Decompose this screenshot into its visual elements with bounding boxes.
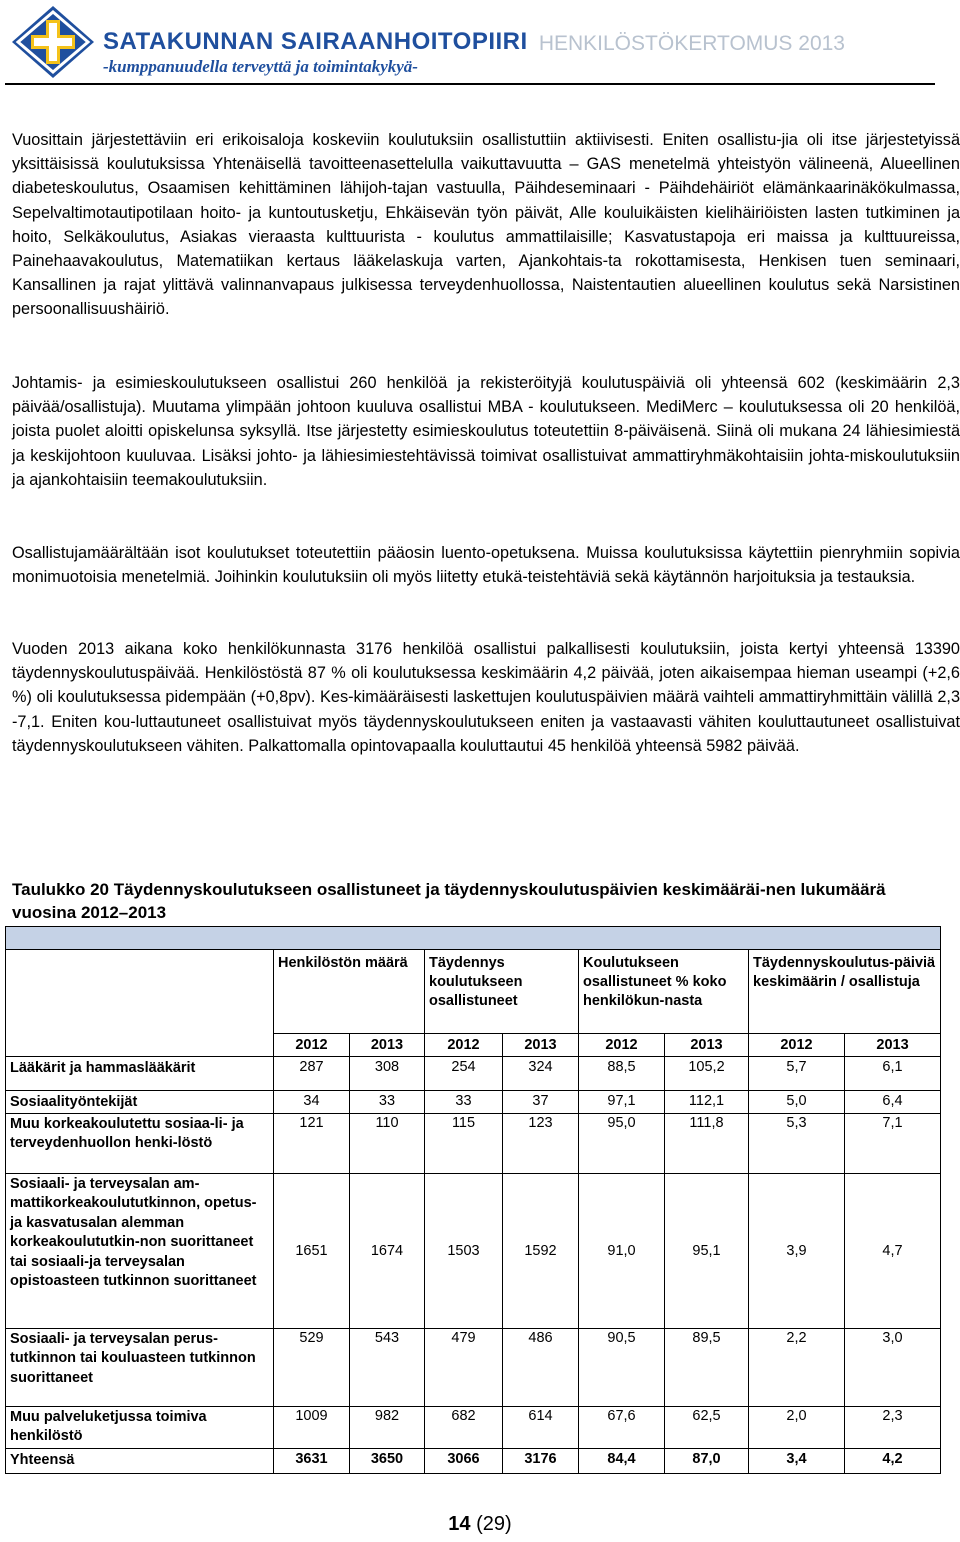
table-year-header-row	[6, 1034, 941, 1057]
table-cell: 67,6	[579, 1406, 665, 1448]
paragraph-2	[12, 371, 960, 492]
current-page: 14	[448, 1513, 471, 1535]
table-corner-cell	[6, 950, 274, 1034]
year-header: 2013	[665, 1034, 749, 1057]
report-title: HENKILÖSTÖKERTOMUS 2013	[538, 32, 845, 55]
table-cell: 543	[350, 1328, 425, 1406]
column-group-header: Täydennyskoulutus-päiviä keskimäärin / osallistuja	[749, 950, 941, 1034]
year-header: 2013	[845, 1034, 941, 1057]
table-cell: 33	[425, 1091, 503, 1114]
row-label: Sosiaali- ja terveysalan am-mattikorkeakoulututkinnon, opetus- ja kasvatusalan alemman korkeakoulututkin-non suorittaneet tai sosiaali-ja terveysalan opistoasteen tutkinnon suorittaneet	[6, 1173, 274, 1328]
table-row	[6, 1091, 941, 1114]
year-header: 2012	[579, 1034, 665, 1057]
row-label: Muu palveluketjussa toimiva henkilöstö	[6, 1406, 274, 1448]
table-cell: 91,0	[579, 1173, 665, 1328]
cross-emblem-icon	[10, 4, 96, 80]
table-cell: 324	[503, 1057, 579, 1091]
table-cell: 3066	[425, 1448, 503, 1473]
table-row	[6, 1328, 941, 1406]
table-cell: 3176	[503, 1448, 579, 1473]
table-cell: 95,0	[579, 1113, 665, 1173]
paragraph-text: Johtamis- ja esimieskoulutukseen osallistui 260 henkilöä ja rekisteröityjä koulutuspäiviä oli yhteensä 602 (keskimäärin 2,3 päivää/osallistuja). Muutama ylimpään johtoon kuuluva osallistui MBA - koulutukseen. MediMerc – koulutuksessa oli 20 henkilöä, joista puolet aloitti opiskelunsa syksyllä. Itse järjestetty esimieskoulutus toteutettiin 8-päiväisenä. Siinä oli mukana 24 lähiesimiestä ja keskijohtoon kuuluvaa. Lisäksi johto- ja lähiesimiestehtävissä toimivat osallistuivat ammattiryhmäkohtaisiin johta-miskoulutuksiin ja ajankohtaisiin teemakoulutuksiin.	[12, 374, 960, 489]
paragraph-1	[12, 128, 960, 322]
table-cell: 4,7	[845, 1173, 941, 1328]
table-cell: 308	[350, 1057, 425, 1091]
table-row	[6, 1173, 941, 1328]
table-cell: 287	[274, 1057, 350, 1091]
table-caption: Taulukko 20 Täydennyskoulutukseen osallistuneet ja täydennyskoulutuspäivien keskimääräi-nen lukumäärä vuosina 2012–2013	[12, 880, 886, 922]
column-group-header: Täydennys koulutukseen osallistuneet	[425, 950, 579, 1034]
table-corner-cell	[6, 1034, 274, 1057]
table-cell: 1592	[503, 1173, 579, 1328]
training-table	[5, 926, 940, 1474]
table-row	[6, 1113, 941, 1173]
table-total-row	[6, 1448, 941, 1473]
table-cell: 1674	[350, 1173, 425, 1328]
paragraph-4	[12, 637, 960, 758]
table-cell: 111,8	[665, 1113, 749, 1173]
paragraph-text: Osallistujamäärältään isot koulutukset toteutettiin pääosin luento-opetuksena. Muissa koulutuksissa käytettiin pienryhmiin sopivia monimuotoisia menetelmiä. Joihinkin koulutuksiin oli myös liitetty etukä-teistehtäviä sekä käytännön harjoituksia ja testauksia.	[12, 544, 960, 587]
organization-name: SATAKUNNAN SAIRAANHOITOPIIRI	[103, 28, 528, 55]
table-cell: 479	[425, 1328, 503, 1406]
table-cell: 90,5	[579, 1328, 665, 1406]
table-row	[6, 1406, 941, 1448]
table-cell: 84,4	[579, 1448, 665, 1473]
table-cell: 6,1	[845, 1057, 941, 1091]
row-label: Lääkärit ja hammaslääkärit	[6, 1057, 274, 1091]
table-cell: 3,0	[845, 1328, 941, 1406]
page-header	[0, 0, 960, 90]
table-cell: 486	[503, 1328, 579, 1406]
table-row	[6, 1057, 941, 1091]
table-cell: 110	[350, 1113, 425, 1173]
table-cell: 87,0	[665, 1448, 749, 1473]
total-pages: (29)	[476, 1513, 512, 1535]
row-label: Sosiaalityöntekijät	[6, 1091, 274, 1114]
table-cell: 123	[503, 1113, 579, 1173]
table-cell: 95,1	[665, 1173, 749, 1328]
table-cell: 7,1	[845, 1113, 941, 1173]
paragraph-text: Vuoden 2013 aikana koko henkilökunnasta 3176 henkilöä osallistui palkallisesti koulutuksiin, joista kertyi yhteensä 13390 täydennyskoulutuspäivää. Henkilöstöstä 87 % oli koulutuksessa keskimäärin 4,2 päivää, joten aikaisempaa hieman useampi (+2,6 %) oli koulutuksessa pidempään (+0,8pv). Kes-kimääräisesti laskettujen koulutuspäivien määrä vaihteli ammattiryhmittäin välillä 2,3 -7,1. Eniten kou-luttautuneet osallistuivat myös täydennyskoulutukseen eniten ja vastaavasti vähiten kouluttautuneet osallistuivat täydennyskoulutukseen vähiten. Palkattomalla opintovapaalla kouluttautui 45 henkilöä yhteensä 5982 päivää.	[12, 640, 960, 755]
table-cell: 33	[350, 1091, 425, 1114]
table-cell: 3650	[350, 1448, 425, 1473]
organization-tagline: -kumppanuudella terveyttä ja toimintakykyä-	[103, 57, 418, 76]
year-header: 2012	[749, 1034, 845, 1057]
table-header-band	[6, 927, 941, 950]
table-cell: 5,3	[749, 1113, 845, 1173]
table-cell: 89,5	[665, 1328, 749, 1406]
year-header: 2012	[274, 1034, 350, 1057]
row-label: Sosiaali- ja terveysalan perus-tutkinnon tai kouluasteen tutkinnon suorittaneet	[6, 1328, 274, 1406]
table-cell: 254	[425, 1057, 503, 1091]
table-cell: 34	[274, 1091, 350, 1114]
table-cell: 2,0	[749, 1406, 845, 1448]
table-cell: 105,2	[665, 1057, 749, 1091]
table-cell: 37	[503, 1091, 579, 1114]
table-cell: 4,2	[845, 1448, 941, 1473]
table-cell: 2,2	[749, 1328, 845, 1406]
table-cell: 1009	[274, 1406, 350, 1448]
table-cell: 121	[274, 1113, 350, 1173]
table-cell: 1503	[425, 1173, 503, 1328]
table-cell: 112,1	[665, 1091, 749, 1114]
table-cell: 614	[503, 1406, 579, 1448]
header-divider	[5, 83, 935, 85]
table-cell: 3,4	[749, 1448, 845, 1473]
column-group-header: Henkilöstön määrä	[274, 950, 425, 1034]
page-number	[0, 1513, 960, 1536]
table-cell: 88,5	[579, 1057, 665, 1091]
table-cell: 6,4	[845, 1091, 941, 1114]
paragraph-text: Vuosittain järjestettäviin eri erikoisaloja koskeviin koulutuksiin osallistuttiin aktiivisesti. Eniten osallistu-jia oli itse järjestetyissä yksittäisissä koulutuksissa Yhtenäisellä tavoitteenasettelulla vaikuttavuutta – GAS menetelmä yhteistyön välineenä, Alueellinen diabeteskoulutus, Osaamisen kehittäminen lähijoh-tajan vastuulla, Päihdeseminaari - Päihdehäiriöt elämänkaarinäkökulmassa, Sepelvaltimotautipotilaan hoito- ja kuntoutusketju, Ehkäisevän työn päivät, Alle kouluikäisten kielihäiriöisten lasten tutkiminen ja hoito, Selkäkoulutus, Asiakas vieraasta kulttuurista - koulutus ammattilaisille; Kasvatustapoja eri maissa ja kulttuureissa, Painehaavakoulutus, Matematiikan kertaus lääkelaskuja varten, Ajankohtais-ta rokottamisesta, Henkisen tuen seminaari, Kansallinen ja rajat ylittävä valinnanvapaus julkisessa terveydenhuollossa, Naistentautien alueellinen koulutus sekä Narsistinen persoonallisuushäiriö.	[12, 131, 960, 319]
year-header: 2013	[350, 1034, 425, 1057]
paragraph-3	[12, 541, 960, 589]
table-cell: 1651	[274, 1173, 350, 1328]
row-label: Muu korkeakoulutettu sosiaa-li- ja terveydenhuollon henki-löstö	[6, 1113, 274, 1173]
table-cell: 682	[425, 1406, 503, 1448]
table-cell: 3,9	[749, 1173, 845, 1328]
row-label: Yhteensä	[6, 1448, 274, 1473]
table-cell: 5,7	[749, 1057, 845, 1091]
table-group-header-row	[6, 950, 941, 1034]
year-header: 2012	[425, 1034, 503, 1057]
column-group-header: Koulutukseen osallistuneet % koko henkilökun-nasta	[579, 950, 749, 1034]
table-cell: 97,1	[579, 1091, 665, 1114]
table-cell: 529	[274, 1328, 350, 1406]
table-cell: 3631	[274, 1448, 350, 1473]
year-header: 2013	[503, 1034, 579, 1057]
table-cell: 5,0	[749, 1091, 845, 1114]
table-cell: 982	[350, 1406, 425, 1448]
table-cell: 62,5	[665, 1406, 749, 1448]
table-cell: 115	[425, 1113, 503, 1173]
table-cell: 2,3	[845, 1406, 941, 1448]
